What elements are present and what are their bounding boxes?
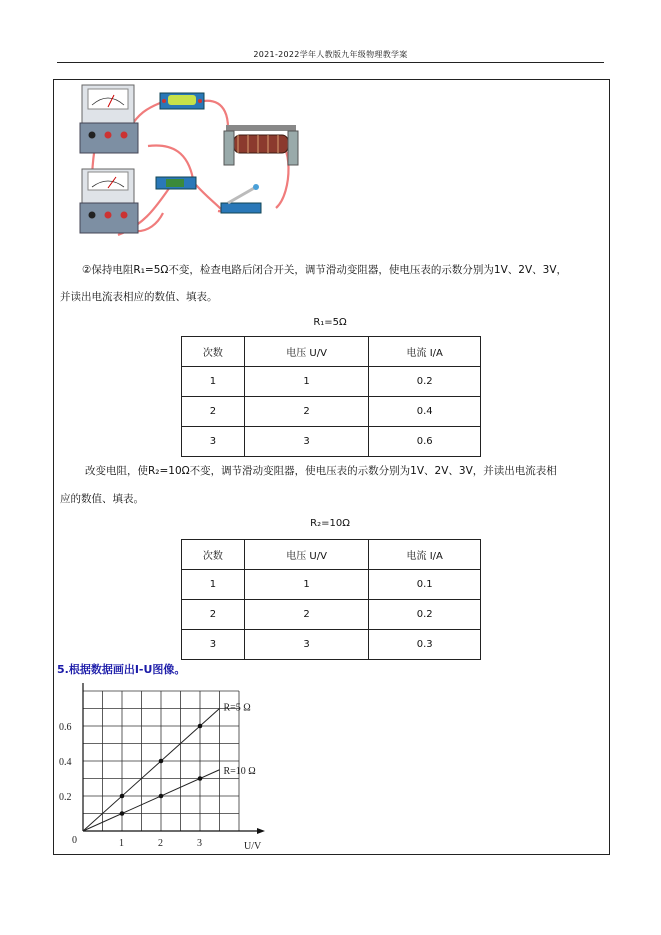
x-axis-label: U/V (244, 841, 262, 852)
header-cell: 次数 (182, 337, 245, 367)
series-label: R=10 Ω (223, 765, 256, 777)
battery-icon (160, 93, 204, 109)
data-point (198, 724, 203, 729)
table-cell: 2 (244, 600, 369, 630)
table-row (182, 367, 481, 397)
data-point (198, 776, 203, 781)
table-cell: 0.2 (369, 600, 481, 630)
table-cell: 2 (182, 600, 245, 630)
page-header-title: 2021-2022学年人教版九年级物理教学案 (253, 50, 408, 59)
step3-line2: 应的数值、填表。 (60, 493, 144, 505)
header-cell: 电压 U/V (244, 540, 369, 570)
header-cell: 次数 (182, 540, 245, 570)
x-tick-label: 1 (119, 838, 124, 849)
voltmeter-icon (80, 169, 138, 233)
table-cell: 3 (244, 427, 369, 457)
table-row (182, 630, 481, 660)
data-table-r1 (181, 336, 481, 457)
data-point (159, 759, 164, 764)
table-row (182, 397, 481, 427)
x-axis-arrow (257, 828, 265, 834)
table-cell: 1 (244, 367, 369, 397)
header-cell: 电流 I/A (369, 337, 481, 367)
step2-line1: ②保持电阻R₁=5Ω不变，检查电路后闭合开关，调节滑动变阻器，使电压表的示数分别为1V、2V、3V， (82, 264, 568, 276)
header-cell: 电压 U/V (244, 337, 369, 367)
table-cell: 0.6 (369, 427, 481, 457)
y-tick-label: 0.2 (59, 792, 72, 803)
origin-label: 0 (72, 835, 77, 846)
table-cell: 1 (182, 367, 245, 397)
iu-chart (50, 683, 270, 853)
table-cell: 0.4 (369, 397, 481, 427)
table-header-row (182, 337, 481, 367)
data-point (120, 794, 125, 799)
y-tick-label: 0.6 (59, 722, 72, 733)
table-cell: 0.2 (369, 367, 481, 397)
data-table-r2 (181, 539, 481, 660)
table-header-row (182, 540, 481, 570)
table-cell: 3 (244, 630, 369, 660)
x-tick-label: 2 (158, 838, 163, 849)
data-point (159, 794, 164, 799)
table-row (182, 427, 481, 457)
switch-icon (221, 184, 261, 213)
table1-caption: R₁=5Ω (313, 317, 347, 328)
section5-title: 5.根据数据画出I-U图像。 (57, 663, 186, 676)
x-tick-label: 3 (197, 838, 202, 849)
table2-caption: R₂=10Ω (310, 518, 350, 529)
data-point (120, 811, 125, 816)
table-cell: 2 (182, 397, 245, 427)
step3-line1: 改变电阻，使R₂=10Ω不变，调节滑动变阻器，使电压表的示数分别为1V、2V、3V，并读出电流表相 (85, 465, 557, 477)
step2-line2: 并读出电流表相应的数值、填表。 (60, 291, 218, 303)
resistor-icon (156, 177, 196, 189)
table-cell: 3 (182, 427, 245, 457)
y-tick-label: 0.4 (59, 757, 72, 768)
table-cell: 1 (182, 570, 245, 600)
header-rule (57, 62, 604, 63)
header-cell: 电流 I/A (369, 540, 481, 570)
table-row (182, 570, 481, 600)
circuit-diagram (78, 83, 308, 243)
table-cell: 0.1 (369, 570, 481, 600)
table-cell: 0.3 (369, 630, 481, 660)
table-cell: 2 (244, 397, 369, 427)
table-cell: 1 (244, 570, 369, 600)
table-row (182, 600, 481, 630)
ammeter-icon (80, 85, 138, 153)
series-label: R=5 Ω (223, 702, 251, 714)
table-cell: 3 (182, 630, 245, 660)
